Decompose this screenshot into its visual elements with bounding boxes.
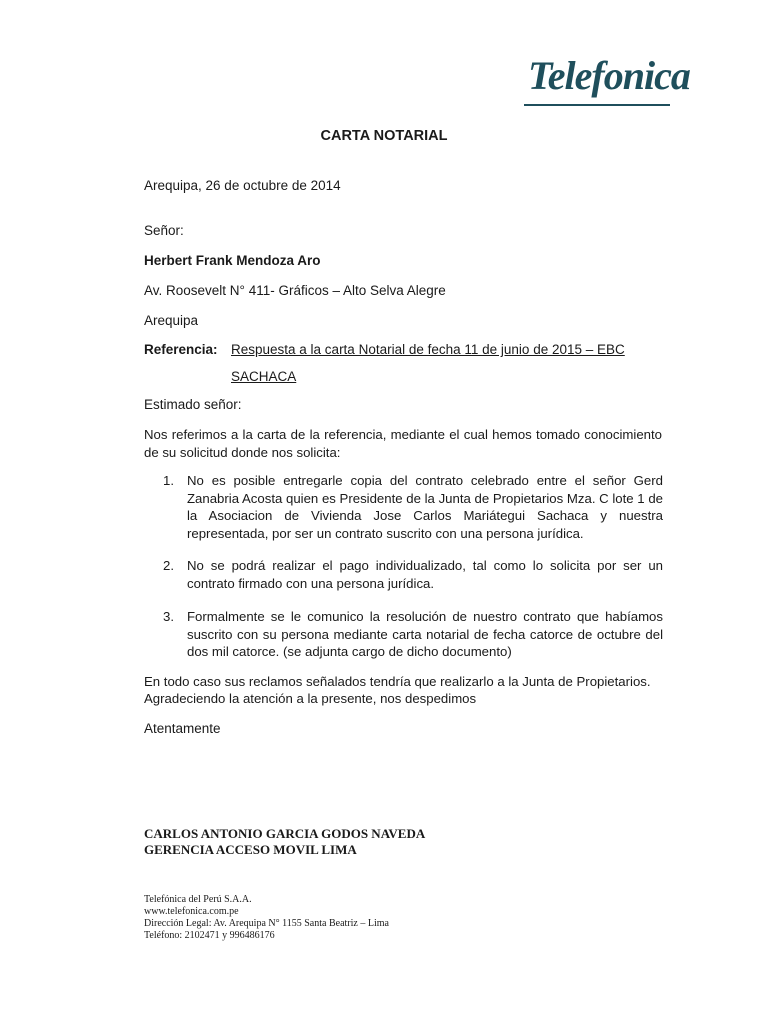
recipient-city: Arequipa [144, 313, 199, 328]
list-item [163, 608, 663, 661]
closing-line-1: En todo caso sus reclamos señalados tendría que realizarlo a la Junta de Propietarios. [144, 674, 651, 689]
signatory-name: CARLOS ANTONIO GARCIA GODOS NAVEDA [144, 826, 426, 841]
closing-line-2: Agradeciendo la atención a la presente, nos despedimos [144, 691, 477, 706]
list-item [163, 472, 663, 542]
list-item-number: 1. [163, 473, 174, 488]
date-line: Arequipa, 26 de octubre de 2014 [144, 178, 341, 193]
list-item-number: 3. [163, 609, 174, 624]
reference-label: Referencia: [144, 342, 218, 357]
greeting: Estimado señor: [144, 397, 242, 412]
recipient-address: Av. Roosevelt N° 411- Gráficos – Alto Selva Alegre [144, 283, 446, 298]
list-item-text: No se podrá realizar el pago individualizado, tal como lo solicita por ser un contrato firmado con una persona jurídica. [187, 558, 663, 591]
footer-website[interactable]: www.telefonica.com.pe [144, 906, 239, 917]
reference-text-line2: SACHACA [231, 369, 297, 384]
footer-phone: Teléfono: 2102471 y 996486176 [144, 930, 275, 941]
salutation: Señor: [144, 223, 184, 238]
list-item-number: 2. [163, 558, 174, 573]
signatory-department: GERENCIA ACCESO MOVIL LIMA [144, 842, 357, 857]
list-item [163, 557, 663, 592]
recipient-name: Herbert Frank Mendoza Aro [144, 253, 321, 268]
telefonica-logo: Telefonica [528, 53, 690, 98]
reference-text-line1: Respuesta a la carta Notarial de fecha 11 de junio de 2015 – EBC [231, 342, 625, 357]
footer-address: Dirección Legal: Av. Arequipa N° 1155 Santa Beatriz – Lima [144, 918, 389, 929]
footer-company: Telefónica del Perú S.A.A. [144, 894, 252, 905]
sign-off: Atentamente [144, 721, 221, 736]
intro-paragraph: Nos referimos a la carta de la referencia, mediante el cual hemos tomado conocimiento de su solicitud donde nos solicita: [144, 427, 662, 460]
list-item-text: No es posible entregarle copia del contrato celebrado entre el señor Gerd Zanabria Acosta quien es Presidente de la Junta de Propietarios Mza. C lote 1 de la Asociacion de Vivienda Jose Carlos Mariátegui Sachaca y nuestra representada, por ser un contrato suscrito con una persona jurídica. [187, 473, 663, 541]
logo-underline [524, 104, 670, 106]
document-title: CARTA NOTARIAL [320, 128, 448, 144]
list-item-text: Formalmente se le comunico la resolución de nuestro contrato que habíamos suscrito con su persona mediante carta notarial de fecha catorce de octubre del dos mil catorce. (se adjunta cargo de dicho documento) [187, 609, 663, 659]
